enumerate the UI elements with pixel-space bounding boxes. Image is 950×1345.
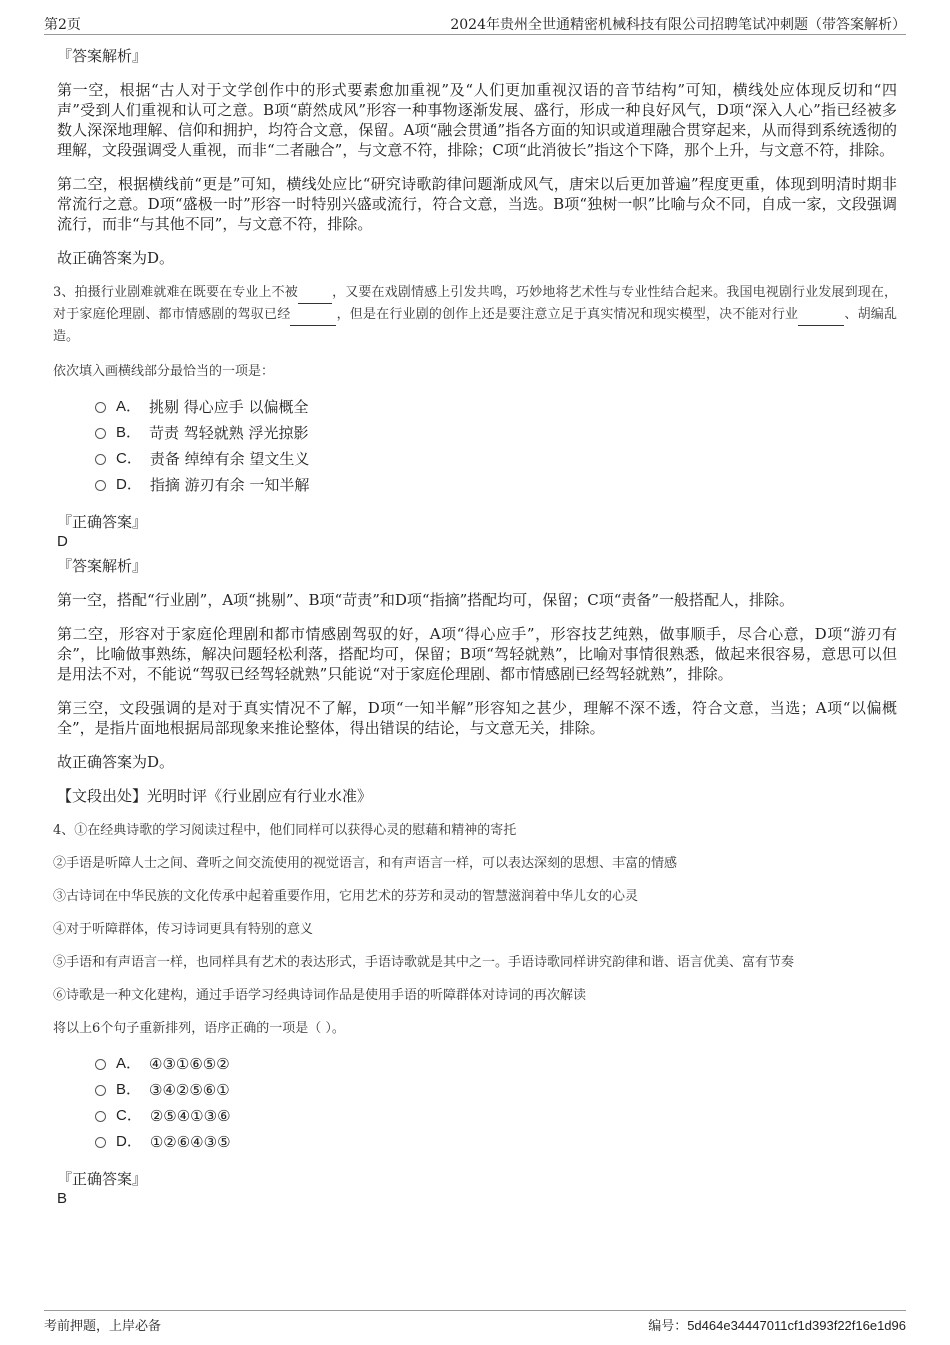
q3-option-d[interactable]: D． 指摘 游刃有余 一知半解: [95, 472, 897, 498]
q3-analysis-p1: 第一空，搭配“行业剧”，A项“挑剔”、B项“苛责”和D项“指摘”搭配均可，保留；C项“责备”一般搭配人，排除。: [57, 591, 795, 609]
q3-text-d: 、胡编乱造。: [53, 307, 897, 344]
radio-icon[interactable]: [95, 1085, 106, 1096]
q4-sentence-6: ⑥诗歌是一种文化建构，通过手语学习经典诗词作品是使用手语的听障群体对诗词的再次解读: [53, 988, 587, 1003]
q2-analysis-p2: 第二空，根据横线前“更是”可知，横线处应比“研究诗歌韵律问题渐成风气，唐宋以后更加普遍”程度更重，体现到明清时期非常流行之意。D项“盛极一时”形容一时特别兴盛或流行，符合文意，当选。B项“独树一帜”比喻与众不同，自成一家，文段强调流行，而非“与其他不同”，与文意不符，排除。: [57, 175, 897, 233]
document-title: 2024年贵州全世通精密机械科技有限公司招聘笔试冲刺题（带答案解析）: [450, 17, 906, 33]
q2-analysis-p1: 第一空，根据“古人对于文学创作中的形式要素愈加重视”及“人们更加重视汉语的音节结构”可知，横线处应体现反切和“四声”受到人们重视和认可之意。B项“蔚然成风”形容一种事物逐渐发展、盛行，形成一种良好风气，D项“深入人心”指已经被多数人深深地理解、信仰和拥护，均符合文意，保留。A项“融会贯通”指各方面的知识或道理融合贯穿起来，从而得到系统透彻的理解，文段强调受人重视，而非“二者融合”，与文意不符，排除；C项“此消彼长”指这个下降，那个上升，与文意不符，排除。: [57, 81, 897, 159]
q3-question: [53, 282, 897, 347]
q4-option-a[interactable]: A． ④③①⑥⑤②: [95, 1051, 897, 1077]
q4-sentence-2: ②手语是听障人士之间、聋听之间交流使用的视觉语言，和有声语言一样，可以表达深刻的思想、丰富的情感: [53, 856, 678, 871]
radio-icon[interactable]: [95, 1111, 106, 1122]
q3-text-c: ，但是在行业剧的创作上还是要注意立足于真实情况和现实模型，决不能对行业: [336, 307, 799, 322]
q3-options: [95, 394, 897, 498]
q4-sentence-4: ④对于听障群体，传习诗词更具有特别的意义: [53, 922, 314, 937]
q4-sentence-5: ⑤手语和有声语言一样，也同样具有艺术的表达形式，手语诗歌就是其中之一。手语诗歌同样讲究韵律和谐、语言优美、富有节奏: [53, 955, 795, 970]
q4-correct-answer: B: [57, 1190, 68, 1207]
q3-correct-answer: D: [57, 533, 68, 550]
footer-slogan: 考前押题，上岸必备: [44, 1319, 162, 1334]
q4-options: [95, 1051, 897, 1155]
q3-analysis-label: 『答案解析』: [57, 557, 148, 575]
q2-final-answer: 故正确答案为D。: [57, 249, 175, 267]
q4-sentence-3: ③古诗词在中华民族的文化传承中起着重要作用，它用艺术的芬芳和灵动的智慧滋润着中华儿女的心灵: [53, 889, 639, 904]
q3-final-answer: 故正确答案为D。: [57, 753, 175, 771]
radio-icon[interactable]: [95, 1059, 106, 1070]
page-header: [44, 12, 906, 35]
q3-analysis-p3: 第三空，文段强调的是对于真实情况不了解，D项“一知半解”形容知之甚少，理解不深不透，符合文意，当选；A项“以偏概全”，是指片面地根据局部现象来推论整体，得出错误的结论，与文意无关，排除。: [57, 699, 897, 737]
q4-sentence-1: 4、①在经典诗歌的学习阅读过程中，他们同样可以获得心灵的慰藉和精神的寄托: [53, 823, 517, 838]
q3-analysis-p2: 第二空，形容对于家庭伦理剧和都市情感剧驾驭的好，A项“得心应手”，形容技艺纯熟，做事顺手，尽合心意，D项“游刃有余”，比喻做事熟练，解决问题轻松利落，搭配均可，保留；B项“驾轻就熟”，比喻对事情很熟悉，做起来很容易，意思可以但是用法不对，不能说“驾驭已经驾轻就熟”只能说“对于家庭伦理剧、都市情感剧已经驾轻就熟”，排除。: [57, 625, 897, 683]
q3-option-a[interactable]: A． 挑剔 得心应手 以偏概全: [95, 394, 897, 420]
q3-blank-2: [290, 304, 336, 326]
q3-text-a: 3、拍摄行业剧难就难在既要在专业上不被: [53, 285, 298, 300]
q2-analysis-label: 『答案解析』: [57, 47, 148, 65]
radio-icon[interactable]: [95, 1137, 106, 1148]
q3-blank-1: [298, 282, 332, 304]
q3-option-c[interactable]: C． 责备 绰绰有余 望文生义: [95, 446, 897, 472]
q4-option-c[interactable]: C． ②⑤④①③⑥: [95, 1103, 897, 1129]
radio-icon[interactable]: [95, 480, 106, 491]
q3-source: 【文段出处】光明时评《行业剧应有行业水准》: [57, 787, 373, 805]
radio-icon[interactable]: [95, 454, 106, 465]
q4-correct-label: 『正确答案』: [57, 1170, 148, 1188]
page-footer: [44, 1310, 906, 1333]
q4-option-b[interactable]: B． ③④②⑤⑥①: [95, 1077, 897, 1103]
radio-icon[interactable]: [95, 428, 106, 439]
page-number: 第2页: [44, 17, 81, 33]
q4-prompt: 将以上6个句子重新排列，语序正确的一项是（ ）。: [53, 1021, 345, 1036]
q3-blank-3: [798, 304, 844, 326]
q3-text-b: ，又要在戏剧情感上引发共鸣，巧妙地将艺术性与专业性结合起来。我国电视剧行业发展到现在，对于家庭伦理剧、都市情感剧的驾驭已经: [53, 285, 897, 322]
document-body: [53, 40, 897, 1213]
document-id: 编号：5d464e34447011cf1d393f22f16e1d96: [648, 1318, 906, 1333]
q3-correct-label: 『正确答案』: [57, 513, 148, 531]
q3-prompt: 依次填入画横线部分最恰当的一项是：: [53, 364, 275, 379]
q4-option-d[interactable]: D． ①②⑥④③⑤: [95, 1129, 897, 1155]
q3-option-b[interactable]: B． 苛责 驾轻就熟 浮光掠影: [95, 420, 897, 446]
radio-icon[interactable]: [95, 402, 106, 413]
